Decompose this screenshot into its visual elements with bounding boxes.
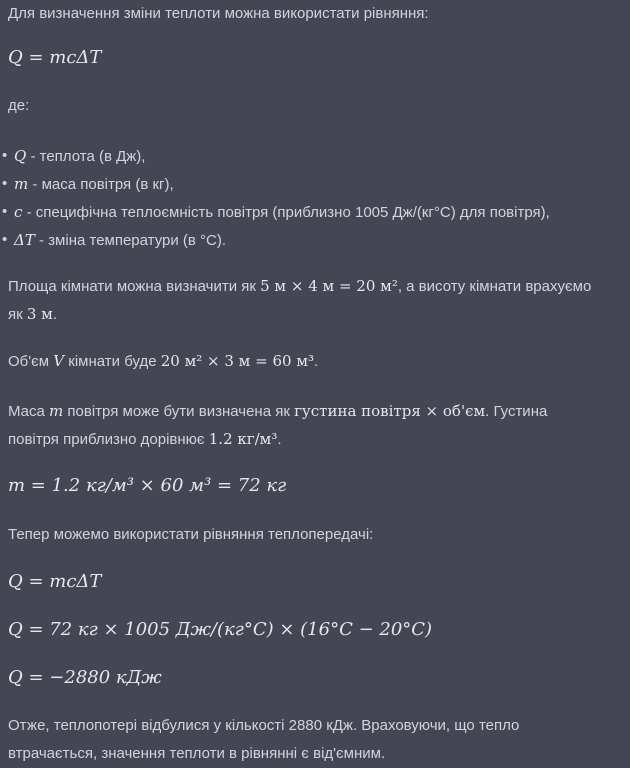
equation-heat-2: Q = mcΔT <box>8 571 102 592</box>
where-label: де: <box>8 97 30 114</box>
list-item: • Q - теплота (в Дж), <box>8 142 624 170</box>
area-paragraph: Площа кімнати можна визначити як 5 м × 4 м = 20 м², а висоту кімнати врахуємо <box>8 277 592 295</box>
bullet-icon: • <box>2 175 8 192</box>
mass-formula-text: густина повітря × об'єм <box>294 402 486 420</box>
list-item: • m - маса повітря (в кг), <box>8 170 624 198</box>
volume-paragraph: Об'єм V кімнати буде 20 м² × 3 м = 60 м³. <box>8 352 319 370</box>
equation-heat: Q = mcΔT <box>8 47 102 68</box>
intro-text: Для визначення зміни теплоти можна використати рівняння: <box>8 5 429 22</box>
now-text: Тепер можемо використати рівняння теплопередачі: <box>8 526 374 543</box>
bullet-icon: • <box>2 231 8 248</box>
bullet-icon: • <box>2 147 8 164</box>
mass-paragraph: Маса m повітря може бути визначена як густина повітря × об'єм. Густина <box>8 402 548 420</box>
mass-paragraph-line2: повітря приблизно дорівнює 1.2 кг/м³. <box>8 430 282 448</box>
list-item: • c - специфічна теплоємність повітря (приблизно 1005 Дж/(кг°C) для повітря), <box>8 198 624 226</box>
equation-mass: m = 1.2 кг/м³ × 60 м³ = 72 кг <box>8 475 287 496</box>
area-formula: 5 м × 4 м = 20 м² <box>260 277 398 295</box>
area-paragraph-line2: як 3 м. <box>8 305 58 323</box>
volume-formula: 20 м² × 3 м = 60 м³ <box>160 352 314 370</box>
bullet-icon: • <box>2 203 8 220</box>
conclusion-line2: втрачається, значення теплоти в рівнянні є від'ємним. <box>8 745 386 762</box>
equation-substituted: Q = 72 кг × 1005 Дж/(кг°C) × (16°C − 20°C) <box>8 619 433 640</box>
equation-result: Q = −2880 кДж <box>8 667 162 688</box>
conclusion-line1: Отже, теплопотері відбулися у кількості 2880 кДж. Враховуючи, що тепло <box>8 717 520 734</box>
list-item: • ΔT - зміна температури (в °C). <box>8 226 624 254</box>
